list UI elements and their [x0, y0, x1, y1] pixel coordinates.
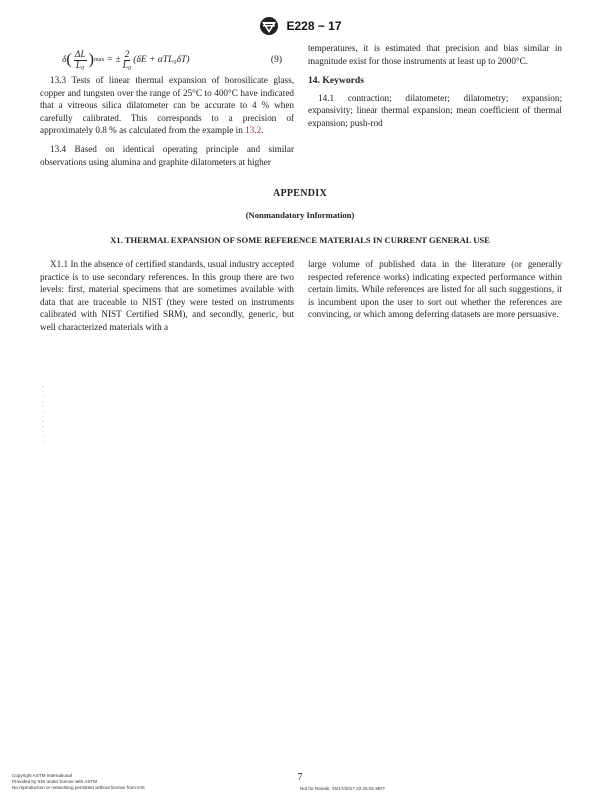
appendix-title: APPENDIX	[272, 188, 328, 199]
x1-title: X1. THERMAL EXPANSION OF SOME REFERENCE MATERIALS IN CURRENT GENERAL USE	[110, 235, 490, 245]
eq-paren-close: )	[88, 51, 94, 68]
eq-coef-den: L₀	[122, 60, 132, 71]
eq-fraction-coef	[123, 50, 132, 71]
paragraph-13-3	[40, 74, 294, 137]
page-header	[0, 14, 600, 38]
footer-resale: Not for Resale, 05/17/2017 22:25:52 MDT	[300, 786, 386, 791]
page-number: 7	[297, 772, 303, 783]
footer-copyright-line-1: Copyright ASTM International	[12, 773, 73, 778]
eq-delta: δ	[62, 54, 67, 65]
footer-copyright-line-3: No reproduction or networking permitted without license from IHS	[12, 784, 145, 790]
paragraph-13-4-continued: temperatures, it is estimated that precision and bias similar in magnitude exist for those instruments at least up to 2000°C.	[308, 43, 562, 66]
keywords-heading: 14. Keywords	[308, 75, 364, 87]
paragraph-x1-1-right: large volume of published data in the literature (or generally respected reference works) indicating expected performance within certain limits. While references are listed for all such suggestions, it is incumbent upon the user to sort out whether the references are convincing, or which among deferring datasets are more persuasive.	[308, 259, 562, 320]
equation-9	[40, 48, 294, 72]
right-column	[308, 42, 562, 136]
left-column	[40, 48, 294, 174]
eq-fraction-left	[74, 50, 87, 71]
document-id: E228 − 17	[286, 19, 342, 33]
paragraph-13-3-text: 13.3 Tests of linear thermal expansion of borosilicate glass, copper and tungsten over the range of 25°C to 400°C have indicated that a vitreous silica dilatometer can be accurate to 4 % when carefully calibrated. This corresponds to a precision of approximately 0.8 % as calculated from the example in	[40, 75, 294, 136]
eq-frac-num: ΔL	[74, 49, 86, 60]
eq-sub-max: max	[93, 56, 105, 63]
paragraph-x1-1-left: X1.1 In the absence of certified standards, usual industry accepted practice is to use secondary references. In this group there are two levels: first, material specimens that are sometimes available with data that are traceable to NIST (they were tested on instruments calibrated with NIST Certified SRM), and secondly, generic, but well characterized materials with a	[40, 259, 294, 332]
astm-logo-icon	[258, 16, 280, 36]
equation-body	[40, 50, 190, 71]
paragraph-14-1: 14.1 contraction; dilatometer; dilatometry; expansion; expansivity; linear thermal expansion; mean coefficient of thermal expansion; push-rod	[308, 92, 562, 128]
appendix-right-column	[308, 258, 562, 327]
paragraph-13-3-end: .	[261, 125, 264, 136]
appendix-left-column	[40, 258, 294, 340]
paragraph-13-4: 13.4 Based on identical operating principle and similar observations using alumina and graphite dilatometers at higher	[40, 143, 294, 167]
eq-coef-num: 2	[124, 49, 130, 60]
eq-equals: = ±	[106, 54, 121, 65]
eq-paren-open: (	[66, 51, 72, 68]
eq-frac-den: L₀	[75, 60, 85, 71]
section-link-13-2[interactable]: 13.2	[245, 125, 262, 136]
scan-artifact-dots	[42, 384, 44, 446]
appendix-subtitle: (Nonmandatory Information)	[245, 210, 355, 220]
footer-copyright-line-2: Provided by IHS under license with ASTM	[12, 778, 98, 784]
eq-rhs: (δE + αTL₀δT)	[133, 54, 190, 65]
equation-number: (9)	[270, 54, 282, 65]
